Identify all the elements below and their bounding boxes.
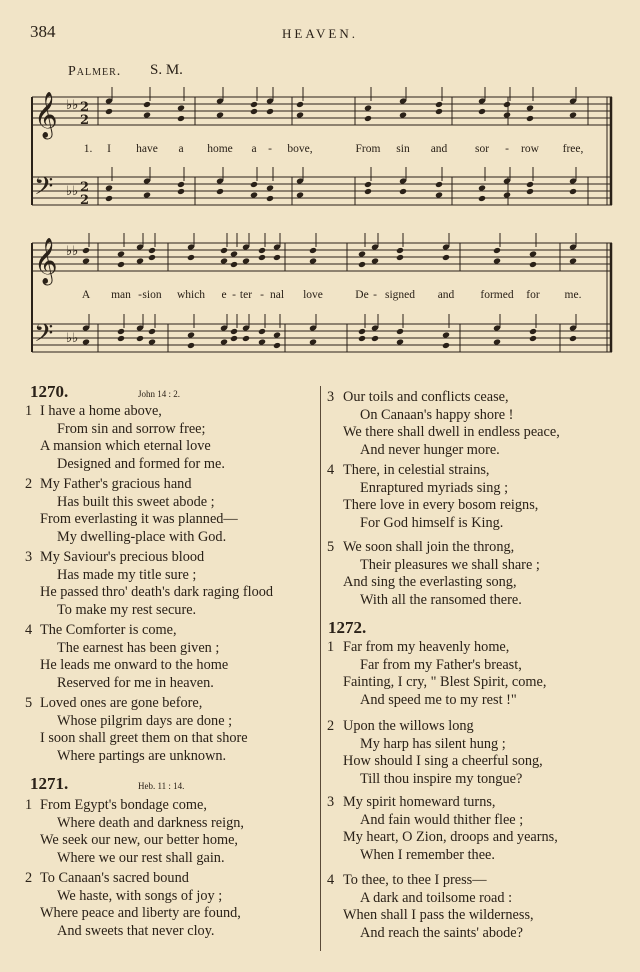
- verse-line: There love in every bosom reigns,: [343, 497, 539, 513]
- note-head: [296, 101, 304, 108]
- verse-line: Designed and formed for me.: [57, 455, 225, 472]
- verse-line: My harp has silent hung ;: [360, 735, 506, 752]
- note-head: [396, 328, 404, 335]
- note-head: [230, 335, 238, 342]
- lyric-syllable: a: [251, 143, 257, 155]
- note-head: [136, 335, 144, 342]
- verse-line: And never hunger more.: [360, 441, 500, 458]
- verse-line: My Saviour's precious blood: [40, 549, 205, 565]
- lyric-syllable: and: [430, 143, 448, 155]
- verse-line: My Father's gracious hand: [40, 476, 192, 492]
- verse-number: 5: [25, 695, 33, 711]
- note-head: [399, 188, 407, 195]
- notes: [82, 87, 577, 349]
- lyric-syllable: home: [207, 143, 233, 155]
- treble-clef: 𝄞: [34, 238, 58, 284]
- note-head: [250, 191, 258, 198]
- hymn-number-1270: 1270.: [30, 382, 69, 401]
- time-signature: 2: [80, 180, 90, 195]
- note-head: [117, 261, 125, 268]
- note-head: [148, 328, 156, 335]
- note-head: [396, 254, 404, 261]
- hymn-reference-1270: John 14 : 2.: [138, 389, 181, 399]
- note-head: [273, 342, 281, 349]
- running-head: HEAVEN.: [281, 26, 358, 41]
- verse-line: Fainting, I cry, " Blest Spirit, come,: [343, 674, 547, 690]
- note-head: [143, 191, 151, 198]
- lyric-syllable: bove,: [287, 143, 313, 155]
- verse-line: There, in celestial strains,: [343, 462, 490, 478]
- verse-line: From everlasting it was planned—: [40, 511, 238, 527]
- note-head: [435, 181, 443, 188]
- note-head: [358, 335, 366, 342]
- note-head: [503, 111, 511, 118]
- lyric-syllable: -: [268, 143, 272, 155]
- lyric-syllable: formed: [480, 289, 514, 301]
- lyric-syllable: which: [176, 289, 206, 301]
- verse-line: My heart, O Zion, droops and yearns,: [343, 829, 558, 845]
- note-head: [296, 111, 304, 118]
- note-head: [478, 108, 486, 115]
- note-head: [442, 254, 450, 261]
- verse-line: When shall I pass the wilderness,: [343, 907, 534, 923]
- verse-line: Has made my title sure ;: [57, 566, 197, 583]
- verse-line: Reserved for me in heaven.: [57, 674, 214, 691]
- verse-line: Far from my Father's breast,: [360, 656, 522, 673]
- note-head: [493, 257, 501, 264]
- note-head: [364, 181, 372, 188]
- verse-line: With all the ransomed there.: [360, 591, 522, 608]
- page-number: 384: [30, 22, 56, 41]
- note-head: [177, 188, 185, 195]
- lyric-syllable: have: [136, 143, 158, 155]
- verse-number: 2: [327, 718, 335, 734]
- lyric-syllable: A: [81, 289, 91, 301]
- verse-line: On Canaan's happy shore !: [360, 406, 514, 423]
- bar-lines: [32, 97, 611, 352]
- verse-line: We there shall dwell in endless peace,: [343, 424, 560, 440]
- verse-line: Their pleasures we shall share ;: [360, 556, 540, 573]
- bass-clef: 𝄢: [34, 319, 54, 354]
- note-head: [148, 254, 156, 261]
- key-signature: ♭♭: [66, 244, 79, 259]
- note-head: [529, 335, 537, 342]
- time-signature: 2: [80, 193, 90, 208]
- verse-line: Our toils and conflicts cease,: [343, 389, 509, 405]
- verse-line: He passed thro' death's dark raging flood: [40, 584, 274, 600]
- verse-line: A mansion which eternal love: [40, 438, 211, 454]
- note-head: [117, 335, 125, 342]
- verse-line: And reach the saints' abode?: [360, 924, 523, 941]
- note-head: [478, 195, 486, 202]
- key-signature: ♭♭: [66, 98, 79, 113]
- treble-clef: 𝄞: [34, 92, 58, 138]
- note-head: [82, 257, 90, 264]
- staff-lines: [32, 97, 612, 352]
- lyric-syllable: e: [221, 289, 227, 301]
- lyric-syllable: for: [526, 289, 540, 301]
- hymn-number-1272: 1272.: [328, 618, 367, 637]
- note-head: [220, 257, 228, 264]
- note-head: [309, 338, 317, 345]
- lyric-syllable: love: [303, 289, 323, 301]
- verse-line: Where we our rest shall gain.: [57, 849, 225, 866]
- verse-line: To make my rest secure.: [57, 601, 197, 618]
- note-head: [396, 247, 404, 254]
- note-head: [529, 328, 537, 335]
- lyric-syllable: sin: [396, 143, 410, 155]
- note-head: [266, 195, 274, 202]
- note-head: [230, 328, 238, 335]
- note-head: [82, 247, 90, 254]
- hymn-number-1271: 1271.: [30, 774, 69, 793]
- note-head: [435, 101, 443, 108]
- note-head: [117, 328, 125, 335]
- note-head: [216, 111, 224, 118]
- lyric-syllable: sor: [474, 143, 490, 155]
- note-head: [220, 338, 228, 345]
- note-head: [358, 261, 366, 268]
- note-head: [242, 257, 250, 264]
- note-head: [187, 254, 195, 261]
- verse-line: Enraptured myriads sing ;: [360, 479, 509, 496]
- note-head: [117, 250, 125, 257]
- note-head: [529, 250, 537, 257]
- note-head: [250, 181, 258, 188]
- note-head: [442, 331, 450, 338]
- key-signature: ♭♭: [66, 331, 79, 346]
- note-head: [396, 338, 404, 345]
- verse-number: 3: [25, 549, 33, 565]
- lyric-syllable: row: [521, 143, 539, 155]
- verse-line: My dwelling-place with God.: [57, 528, 227, 545]
- lyric-syllable: I: [107, 143, 111, 155]
- tune-name: Palmer.: [68, 64, 122, 79]
- note-head: [82, 338, 90, 345]
- note-head: [358, 250, 366, 257]
- lyric-syllable: ter: [239, 289, 253, 301]
- note-head: [187, 331, 195, 338]
- note-head: [569, 335, 577, 342]
- verse-line: And sing the everlasting song,: [343, 574, 517, 590]
- verse-line: And fain would thither flee ;: [360, 811, 524, 828]
- note-head: [148, 247, 156, 254]
- note-head: [526, 104, 534, 111]
- note-head: [503, 101, 511, 108]
- verse-number: 1: [327, 639, 335, 655]
- note-head: [526, 181, 534, 188]
- lyric-syllable: sion: [142, 289, 162, 301]
- lyric-syllable: From: [355, 143, 381, 155]
- note-head: [493, 247, 501, 254]
- verse-number: 2: [25, 476, 33, 492]
- verse-line: I soon shall greet them on that shore: [40, 730, 248, 746]
- note-head: [230, 261, 238, 268]
- note-head: [364, 115, 372, 122]
- verse-line: We haste, with songs of joy ;: [57, 887, 223, 904]
- hymn-reference-1271: Heb. 11 : 14.: [138, 781, 185, 791]
- bass-clef: 𝄢: [34, 172, 54, 207]
- note-head: [250, 108, 258, 115]
- verse-line: Whose pilgrim days are done ;: [57, 712, 233, 729]
- note-head: [442, 342, 450, 349]
- note-head: [273, 331, 281, 338]
- lyric-syllable: nal: [269, 289, 285, 301]
- note-head: [371, 257, 379, 264]
- note-head: [258, 247, 266, 254]
- verse-line: Far from my heavenly home,: [343, 639, 510, 655]
- verse-line: Till thou inspire my tongue?: [360, 770, 523, 787]
- verse-number: 5: [327, 539, 335, 555]
- note-head: [526, 188, 534, 195]
- note-head: [177, 104, 185, 111]
- lyric-syllable: -: [232, 289, 236, 301]
- note-head: [266, 184, 274, 191]
- note-head: [105, 108, 113, 115]
- lyric-syllable: De: [355, 289, 369, 301]
- verse-number: 4: [25, 622, 33, 638]
- tune-meter: S. M.: [150, 62, 183, 78]
- verse-line: Loved ones are gone before,: [40, 695, 203, 711]
- note-head: [242, 335, 250, 342]
- note-head: [478, 184, 486, 191]
- verse-line: Upon the willows long: [343, 718, 474, 734]
- lyric-syllable: a: [178, 143, 184, 155]
- verse-line: Where peace and liberty are found,: [40, 905, 241, 921]
- note-head: [309, 257, 317, 264]
- note-head: [364, 188, 372, 195]
- note-head: [258, 328, 266, 335]
- lyric-syllable: 1.: [83, 143, 93, 155]
- verse-line: I have a home above,: [40, 403, 162, 419]
- key-signature: ♭♭: [66, 184, 79, 199]
- verse-line: We soon shall join the throng,: [343, 539, 515, 555]
- verse-line: How should I sing a cheerful song,: [343, 753, 543, 769]
- lyric-syllable: signed: [384, 289, 416, 301]
- note-head: [258, 254, 266, 261]
- verse-line: From sin and sorrow free;: [57, 420, 206, 437]
- note-head: [529, 261, 537, 268]
- note-head: [177, 115, 185, 122]
- note-head: [526, 115, 534, 122]
- lyric-syllable: free,: [562, 143, 584, 155]
- note-head: [177, 181, 185, 188]
- verse-number: 1: [25, 797, 33, 813]
- music-score: [0, 0, 640, 372]
- note-head: [258, 338, 266, 345]
- note-head: [105, 195, 113, 202]
- time-signature: 2: [80, 113, 90, 128]
- lyric-syllable: man: [111, 289, 131, 301]
- note-head: [266, 108, 274, 115]
- time-signature: 2: [80, 100, 90, 115]
- verse-number: 3: [327, 389, 335, 405]
- verse-line: From Egypt's bondage come,: [40, 797, 207, 813]
- lyric-syllable: -: [505, 143, 509, 155]
- verse-line: Where partings are unknown.: [57, 747, 227, 764]
- verse-line: And sweets that never cloy.: [57, 922, 215, 939]
- note-head: [503, 191, 511, 198]
- verse-line: We seek our new, our better home,: [40, 832, 239, 848]
- note-head: [435, 191, 443, 198]
- verse-line: When I remember thee.: [360, 846, 495, 863]
- note-head: [148, 338, 156, 345]
- clefs: [34, 92, 89, 354]
- verse-line: To thee, to thee I press—: [343, 872, 487, 888]
- note-head: [273, 254, 281, 261]
- note-head: [309, 247, 317, 254]
- lyric-syllable: -: [373, 289, 377, 301]
- note-head: [216, 188, 224, 195]
- verse-line: He leads me onward to the home: [40, 657, 229, 673]
- note-head: [187, 342, 195, 349]
- lyric-syllable: me.: [564, 289, 582, 301]
- verse-line: The Comforter is come,: [40, 622, 177, 638]
- note-head: [493, 338, 501, 345]
- verse-number: 1: [25, 403, 33, 419]
- note-head: [399, 111, 407, 118]
- verse-number: 4: [327, 872, 335, 888]
- verse-number: 4: [327, 462, 335, 478]
- verse-line: A dark and toilsome road :: [360, 889, 513, 906]
- note-head: [569, 257, 577, 264]
- note-head: [364, 104, 372, 111]
- verse-number: 3: [327, 794, 335, 810]
- verse-line: To Canaan's sacred bound: [40, 870, 189, 886]
- note-head: [371, 335, 379, 342]
- note-head: [105, 184, 113, 191]
- verse-number: 2: [25, 870, 33, 886]
- note-head: [569, 111, 577, 118]
- note-head: [136, 257, 144, 264]
- note-head: [435, 108, 443, 115]
- note-head: [230, 250, 238, 257]
- note-head: [358, 328, 366, 335]
- note-head: [296, 191, 304, 198]
- verse-line: Where death and darkness reign,: [57, 814, 244, 831]
- verse-line: And speed me to my rest !": [360, 691, 517, 708]
- note-head: [250, 101, 258, 108]
- note-head: [220, 247, 228, 254]
- verse-line: My spirit homeward turns,: [343, 794, 496, 810]
- note-head: [569, 188, 577, 195]
- column-divider: [320, 386, 321, 951]
- verse-line: The earnest has been given ;: [57, 639, 220, 656]
- note-head: [143, 111, 151, 118]
- lyric-syllable: and: [437, 289, 455, 301]
- note-head: [143, 101, 151, 108]
- lyric-syllable: -: [138, 289, 142, 301]
- lyric-syllable: -: [260, 289, 264, 301]
- verse-line: Has built this sweet abode ;: [57, 493, 215, 510]
- verse-line: For God himself is King.: [360, 514, 504, 531]
